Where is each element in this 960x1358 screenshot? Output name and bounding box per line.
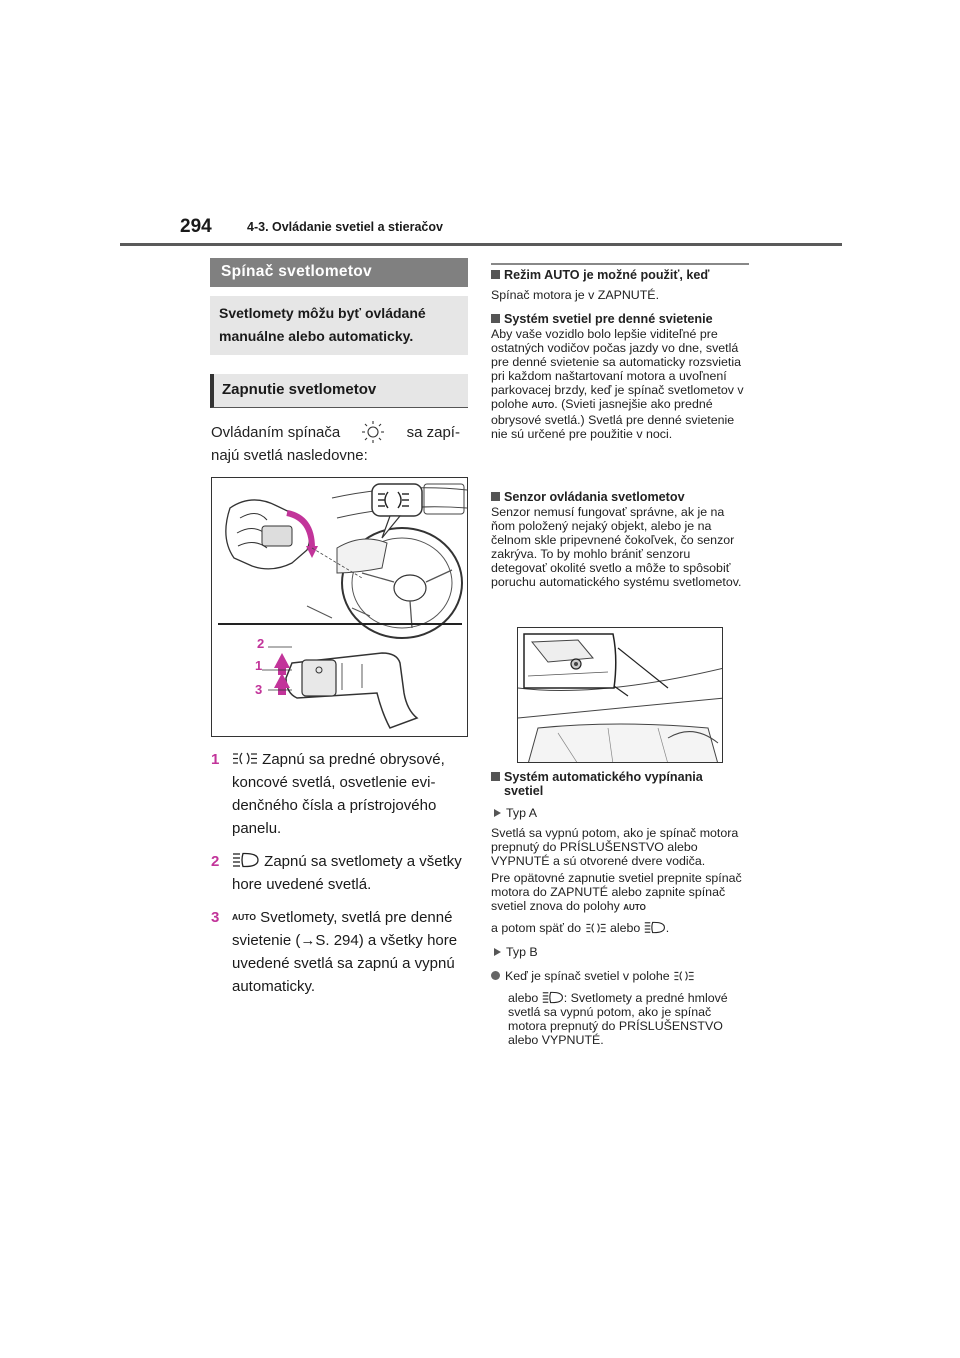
page-number: 294 <box>180 216 212 237</box>
triangle-bullet-icon <box>494 948 501 956</box>
circle-bullet-icon <box>491 971 500 980</box>
lead-text-b: sa zapí- <box>406 424 460 441</box>
header-divider <box>120 243 842 246</box>
section-banner: Spínač svetlometov <box>210 258 468 287</box>
auto-icon: AUTO <box>531 401 555 410</box>
list-item <box>211 850 469 896</box>
drl-heading: Systém svetiel pre denné svietenie <box>504 312 713 326</box>
lead-text-c: najú svetlá nasledovne: <box>211 447 368 464</box>
auto-off-heading: Systém automatického vypínania svetiel <box>504 770 703 798</box>
sensor-section <box>491 490 753 589</box>
sensor-illustration <box>517 627 723 763</box>
auto-mode-section <box>491 268 753 302</box>
figure-label-1: 1 <box>255 658 263 673</box>
reon-text-c: alebo <box>609 921 641 935</box>
reon-text-b: a potom späť do <box>491 921 582 935</box>
position-list <box>211 748 469 1008</box>
square-bullet-icon <box>491 492 500 501</box>
sensor-heading: Senzor ovládania svetlometov <box>504 490 685 504</box>
type-a-text: Svetlá sa vypnú potom, ako je spínač motora prepnutý do PRÍSLUŠENSTVO alebo VYPNUTÉ a sú otvorené dvere vodiča. <box>491 826 739 868</box>
reon-text-a: Pre opätovné zapnutie svetiel prepnite spínač motora do ZAPNUTÉ alebo zapnite spínač svetiel znova do polohy <box>491 871 742 913</box>
typeb-text-b: alebo <box>508 991 539 1005</box>
figure-label-3: 3 <box>255 682 263 697</box>
list-number: 3 <box>211 909 220 926</box>
type-a-label: Typ A <box>506 806 537 820</box>
list-item <box>211 748 469 840</box>
sensor-text: Senzor nemusí fungovať správne, ak je na ňom položený nejaký objekt, alebo je na čelnom skle pripevnené čokoľvek, čo senzor zakrýva. To by mohlo brániť senzoru detegovať okolité svetlo a môže to spôsobiť poruchu automatického systému svetlometov. <box>491 505 742 589</box>
parking-lights-icon <box>673 970 695 982</box>
intro-box: Svetlomety môžu byť ovládané manuálne alebo automaticky. <box>210 296 468 355</box>
headlight-icon <box>232 852 260 868</box>
list-number: 1 <box>211 751 220 768</box>
parking-lights-icon <box>585 922 607 934</box>
list-number: 2 <box>211 853 220 870</box>
lead-text-a: Ovládaním spínača <box>211 424 341 441</box>
parking-lights-icon <box>232 751 258 766</box>
list-item-text: Zapnú sa svetlomety a všetky hore uvedené svetlá. <box>232 853 462 893</box>
auto-mode-heading: Režim AUTO je možné použiť, keď <box>504 268 710 282</box>
square-bullet-icon <box>491 772 500 781</box>
headlight-icon <box>542 991 564 1004</box>
section-title: 4-3. Ovládanie svetiel a stieračov <box>247 220 443 234</box>
list-item-text: Zapnú sa predné obrysové, koncové svetlá, osvetlenie evidenčného čísla a prístrojového panelu. <box>232 751 445 837</box>
lever-illustration <box>211 477 468 737</box>
figure-label-2: 2 <box>257 636 265 651</box>
drl-text-b: . (Svieti jasnejšie ako predné obrysové svetlá.) Svetlá pre denné svietenie nie sú určené pre použitie v noci. <box>491 397 735 441</box>
list-item-text: Svetlomety, svetlá pre denné svietenie (→S. 294) a všetky hore uvedené svetlá sa zapnú a vypnú automaticky. <box>232 909 458 995</box>
triangle-bullet-icon <box>494 809 501 817</box>
right-column-divider <box>491 263 749 265</box>
auto-icon: AUTO <box>623 903 646 912</box>
list-item <box>211 906 469 998</box>
subheading: Zapnutie svetlometov <box>210 374 468 408</box>
auto-off-section: Systém automatického vypínania svetiel Typ A Svetlá sa vypnú potom, ako je spínač motora prepnutý do PRÍSLUŠENSTVO alebo VYPNUTÉ a sú otvorené dvere vodiča. Pre opätovné zapnutie svetiel prepnite spínač motora do ZAPNUTÉ alebo zapnite spínač svetiel znova do polohy AUTO a potom späť do alebo . Typ B Keď je spínač svetiel v polohe alebo : Svetlomety a predné hmlové svetlá sa vypnú potom, ako je spínač motora prepnutý do PRÍSLUŠENSTVO alebo VYPNUTÉ. <box>491 770 753 1047</box>
auto-icon: AUTO <box>232 912 256 922</box>
square-bullet-icon <box>491 314 500 323</box>
drl-text-a: Aby vaše vozidlo bolo lepšie viditeľné pre ostatných vodičov počas jazdy vo dne, svetlá pre denné svietenie sa automaticky rozsvietia pri každom naštartovaní motora a uvoľnení parkovacej brzdy, keď je spínač svetlometov v polohe <box>491 327 744 411</box>
auto-mode-text: Spínač motora je v ZAPNUTÉ. <box>491 288 660 302</box>
square-bullet-icon <box>491 270 500 279</box>
light-switch-icon <box>344 426 402 440</box>
headlight-icon <box>644 921 666 934</box>
typeb-text-c: : Svetlomety a predné hmlové svetlá sa vypnú potom, ako je spínač motora prepnutý do PRÍSLUŠENSTVO alebo VYPNUTÉ. <box>508 991 728 1047</box>
lead-paragraph <box>211 421 469 467</box>
type-b-label: Typ B <box>506 945 538 959</box>
drl-section <box>491 312 753 441</box>
typeb-text-a: Keď je spínač svetiel v polohe <box>505 969 670 983</box>
